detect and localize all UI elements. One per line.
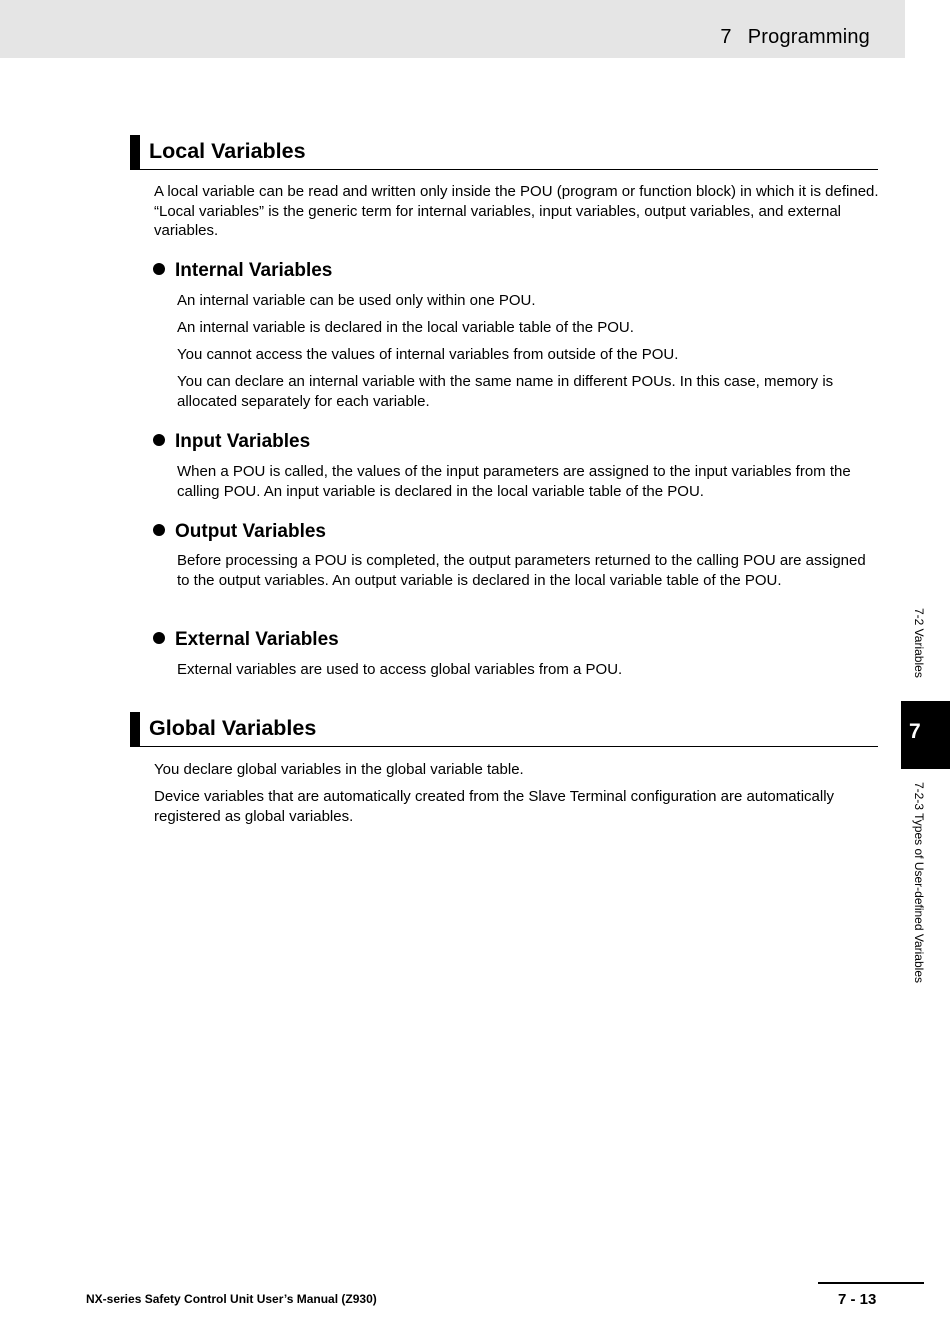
chapter-tab-number: 7 (909, 720, 921, 743)
subheading-label: Internal Variables (175, 260, 333, 281)
subheading-internal (153, 260, 332, 282)
external-para-1: External variables are used to access global variables from a POU. (177, 661, 623, 678)
bullet-icon (153, 524, 165, 536)
subheading-label: Input Variables (175, 431, 311, 452)
internal-para-1: An internal variable can be used only within one POU. (177, 292, 536, 309)
subheading-output (153, 521, 326, 543)
section-title: Local Variables (149, 139, 306, 163)
internal-para-3: You cannot access the values of internal variables from outside of the POU. (177, 346, 679, 363)
running-header (720, 26, 870, 49)
heading-bar (130, 135, 140, 169)
chapter-title: Programming (747, 26, 870, 48)
global-para-1: You declare global variables in the global variable table. (154, 761, 524, 778)
subheading-input (153, 431, 310, 453)
input-para-1: When a POU is called, the values of the input parameters are assigned to the input variables from the calling POU. An input variable is declared in the local variable table of the POU. (177, 463, 851, 500)
internal-para-4: You can declare an internal variable with the same name in different POUs. In this case, memory is allocated separately for each variable. (177, 373, 834, 410)
output-para-1: Before processing a POU is completed, the output parameters returned to the calling POU are assigned to the output variables. An output variable is declared in the local variable table of the POU. (177, 552, 866, 589)
section-title: Global Variables (149, 716, 317, 740)
subheading-external (153, 629, 339, 651)
footer-manual-title: NX-series Safety Control Unit User’s Manual (Z930) (86, 1292, 377, 1306)
section-heading-global (130, 712, 878, 747)
section-heading-local (130, 135, 878, 170)
heading-bar (130, 712, 140, 746)
bullet-icon (153, 632, 165, 644)
side-section-label: 7-2 Variables (912, 608, 926, 678)
bullet-icon (153, 434, 165, 446)
local-intro: A local variable can be read and written only inside the POU (program or function block) in which it is defined. “Local variables” is the generic term for internal variables, input variables, output variables, and external variables. (154, 183, 879, 239)
global-para-2: Device variables that are automatically created from the Slave Terminal configuration are automatically registered as global variables. (154, 788, 835, 825)
internal-para-2: An internal variable is declared in the local variable table of the POU. (177, 319, 634, 336)
chapter-number: 7 (720, 26, 732, 48)
chapter-tab (901, 701, 950, 769)
page-number: 7 - 13 (838, 1291, 877, 1308)
bullet-icon (153, 263, 165, 275)
footer-rule (818, 1282, 924, 1284)
subheading-label: Output Variables (175, 521, 326, 542)
subheading-label: External Variables (175, 629, 339, 650)
side-subsection-label: 7-2-3 Types of User-defined Variables (912, 782, 926, 983)
